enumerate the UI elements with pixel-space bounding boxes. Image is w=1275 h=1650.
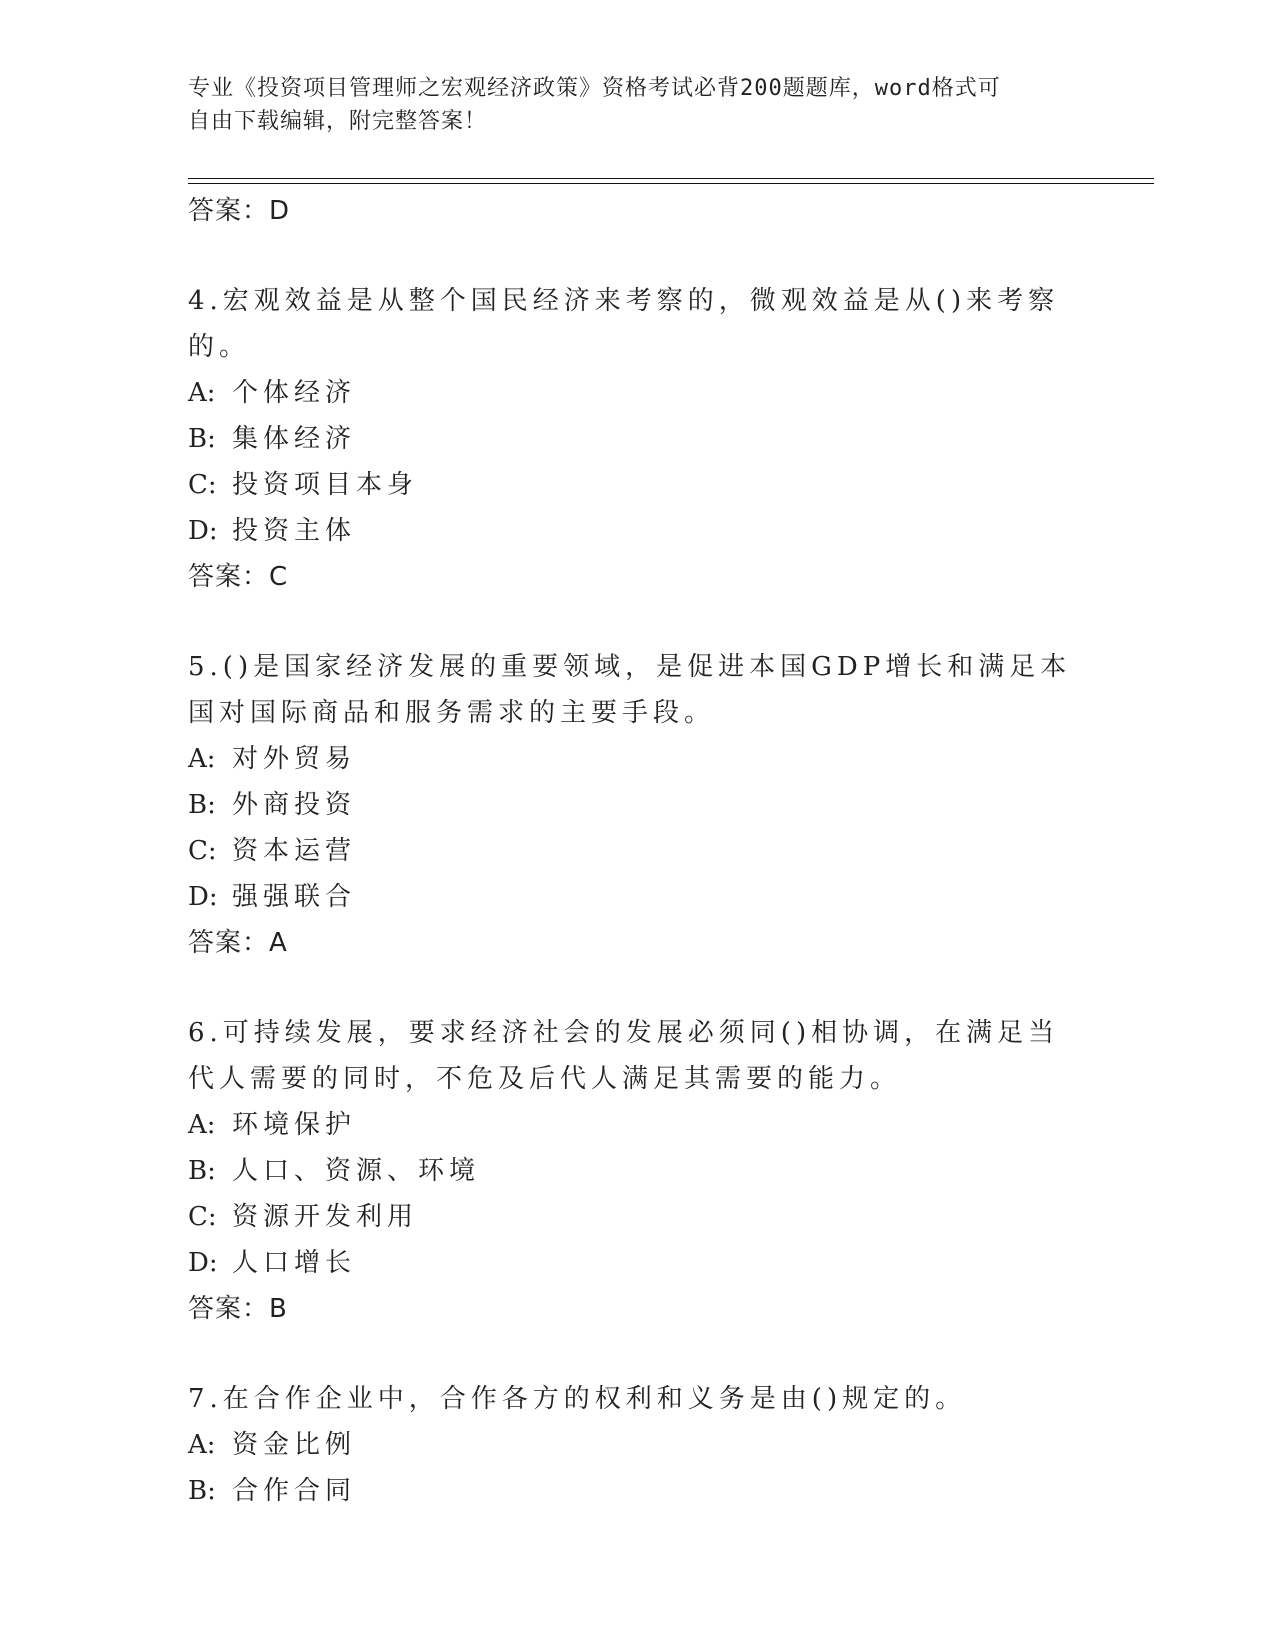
question-text: 6.可持续发展，要求经济社会的发展必须同()相协调，在满足当代人需要的同时，不危及后代人满足其需要的能力。: [188, 1018, 1060, 1094]
option-a: [188, 370, 1088, 416]
option-letter: B:: [188, 790, 216, 820]
option-letter: A:: [188, 1110, 216, 1140]
option-text: 集体经济: [232, 424, 357, 454]
header-line-1: 专业《投资项目管理师之宏观经济政策》资格考试必背200题题库，word格式可: [188, 76, 1001, 101]
option-c: [188, 1194, 1088, 1240]
question-item: [188, 278, 1088, 600]
option-text: 投资主体: [232, 516, 357, 546]
option-text: 对外贸易: [232, 744, 357, 774]
document-header: [188, 72, 1068, 138]
option-text: 合作合同: [232, 1476, 357, 1506]
option-c: [188, 828, 1088, 874]
option-b: [188, 1148, 1088, 1194]
option-text: 人口、资源、环境: [232, 1156, 481, 1186]
option-text: 资源开发利用: [232, 1202, 419, 1232]
answer-label: 答案：C: [188, 562, 289, 592]
option-d: [188, 508, 1088, 554]
answer-label: 答案：D: [188, 196, 291, 226]
question-item: [188, 1010, 1088, 1332]
option-text: 资本运营: [232, 836, 357, 866]
option-d: [188, 1240, 1088, 1286]
question-text: 5.()是国家经济发展的重要领域，是促进本国GDP增长和满足本国对国际商品和服务需求的主要手段。: [188, 652, 1072, 728]
option-letter: B:: [188, 1156, 216, 1186]
question-text: 4.宏观效益是从整个国民经济来考察的，微观效益是从()来考察的。: [188, 286, 1060, 362]
option-b: [188, 782, 1088, 828]
header-divider-top: [188, 178, 1154, 179]
option-text: 资金比例: [232, 1430, 357, 1460]
header-divider-bottom: [188, 183, 1154, 184]
option-letter: B:: [188, 424, 216, 454]
question-item: [188, 1376, 1088, 1514]
option-c: [188, 462, 1088, 508]
option-text: 投资项目本身: [232, 470, 419, 500]
question-text: 7.在合作企业中，合作各方的权利和义务是由()规定的。: [188, 1384, 967, 1414]
answer-label: 答案：B: [188, 1294, 288, 1324]
option-letter: A:: [188, 378, 216, 408]
option-b: [188, 416, 1088, 462]
option-b: [188, 1468, 1088, 1514]
option-letter: A:: [188, 744, 216, 774]
option-letter: C:: [188, 1202, 217, 1232]
option-letter: C:: [188, 836, 217, 866]
header-line-2: 自由下载编辑，附完整答案！: [188, 109, 488, 134]
option-letter: A:: [188, 1430, 216, 1460]
document-body: [188, 188, 1088, 1558]
answer-label: 答案：A: [188, 928, 288, 958]
option-text: 外商投资: [232, 790, 357, 820]
option-text: 个体经济: [232, 378, 357, 408]
option-d: [188, 874, 1088, 920]
option-a: [188, 1102, 1088, 1148]
option-letter: D:: [188, 882, 218, 912]
option-text: 强强联合: [232, 882, 357, 912]
option-letter: B:: [188, 1476, 216, 1506]
option-a: [188, 736, 1088, 782]
option-letter: D:: [188, 1248, 218, 1278]
option-a: [188, 1422, 1088, 1468]
option-text: 人口增长: [232, 1248, 357, 1278]
option-letter: D:: [188, 516, 218, 546]
question-item: [188, 644, 1088, 966]
option-text: 环境保护: [232, 1110, 357, 1140]
option-letter: C:: [188, 470, 217, 500]
